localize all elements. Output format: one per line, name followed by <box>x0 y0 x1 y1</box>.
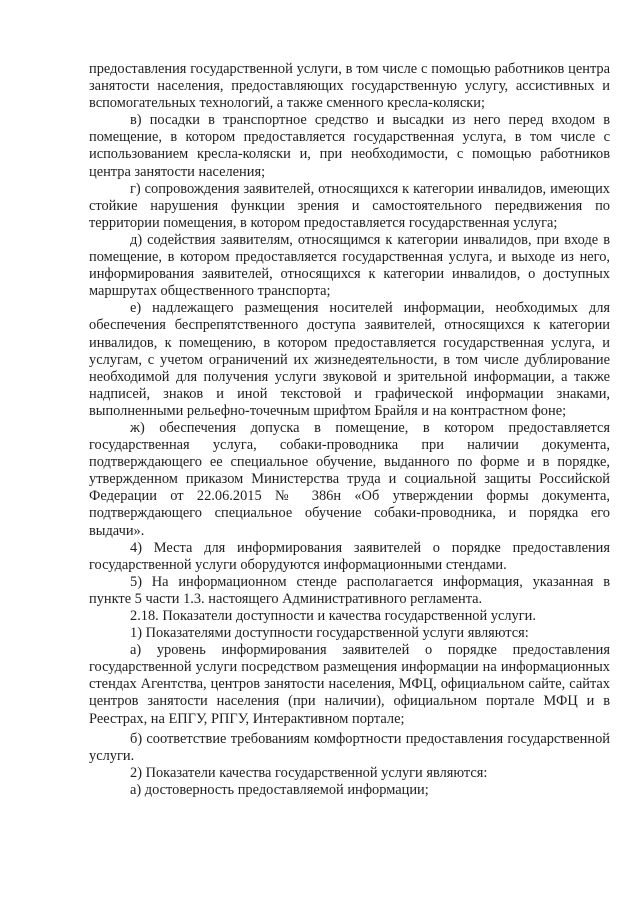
paragraph-item-e: е) надлежащего размещения носителей информации, необходимых для обеспечения беспрепятственного доступа заявителей, относящихся к категории инвалидов, к помещению, в котором предоставляется государственная услуга, и услугам, с учетом ограничений их жизнедеятельности, в том числе дублирование необходимой для получения услуги звуковой и зрительной информации, а также надписей, знаков и иной текстовой и графической информации знаками, выполненными рельефно-точечным шрифтом Брайля и на контрастном фоне; <box>89 300 610 419</box>
paragraph-point-1: 1) Показателями доступности государственной услуги являются: <box>130 625 529 642</box>
paragraph-item-g: г) сопровождения заявителей, относящихся к категории инвалидов, имеющих стойкие нарушения функции зрения и самостоятельного передвижения по территории помещения, в котором предоставляется государственная услуга; <box>89 180 610 231</box>
document-page <box>89 61 610 799</box>
paragraph-item-b: б) соответствие требованиям комфортности предоставления государственной услуги. <box>89 730 610 764</box>
paragraph-item-a-quality: а) достоверность предоставляемой информации; <box>130 781 429 798</box>
paragraph-point-5: 5) На информационном стенде располагается информация, указанная в пункте 5 части 1.3. настоящего Административного регламента. <box>89 573 610 607</box>
paragraph-item-zh: ж) обеспечения допуска в помещение, в котором предоставляется государственная услуга, собаки-проводника при наличии документа, подтверждающего ее специальное обучение, выданного по форме и в порядке, утвержденном приказом Министерства труда и социальной защиты Российской Федерации от 22.06.2015 № 386н «Об утверждении формы документа, подтверждающего специальное обучение собаки-проводника, и порядка его выдачи». <box>89 419 610 539</box>
paragraph-point-4: 4) Места для информирования заявителей о порядке предоставления государственной услуги оборудуются информационными стендами. <box>89 539 610 573</box>
section-heading-2-18: 2.18. Показатели доступности и качества государственной услуги. <box>130 608 536 624</box>
paragraph-point-2: 2) Показатели качества государственной услуги являются: <box>130 764 488 781</box>
paragraph-item-v: в) посадки в транспортное средство и высадки из него перед входом в помещение, в котором предоставляется государственная услуга, в том числе с использованием кресла-коляски и, при необходимости, с помощью работников центра занятости населения; <box>89 112 610 180</box>
paragraph-item-d: д) содействия заявителям, относящимся к категории инвалидов, при входе в помещение, в котором предоставляется государственная услуга, и выходе из него, информирования заявителей, относящихся к категории инвалидов, о доступных маршрутах общественного транспорта; <box>89 231 610 300</box>
paragraph-item-a: а) уровень информирования заявителей о порядке предоставления государственной услуги посредством размещения информации на информационных стендах Агентства, центров занятости населения, МФЦ, официальном сайте, сайтах центров занятости населения (при наличии), официальном портале МФЦ и в Реестрах, на ЕПГУ, РПГУ, Интерактивном портале; <box>89 642 610 727</box>
paragraph-continuation: предоставления государственной услуги, в том числе с помощью работников центра занятости населения, предоставляющих государственную услугу, ассистивных и вспомогательных технологий, а также сменного кресла-коляски; <box>89 61 610 112</box>
